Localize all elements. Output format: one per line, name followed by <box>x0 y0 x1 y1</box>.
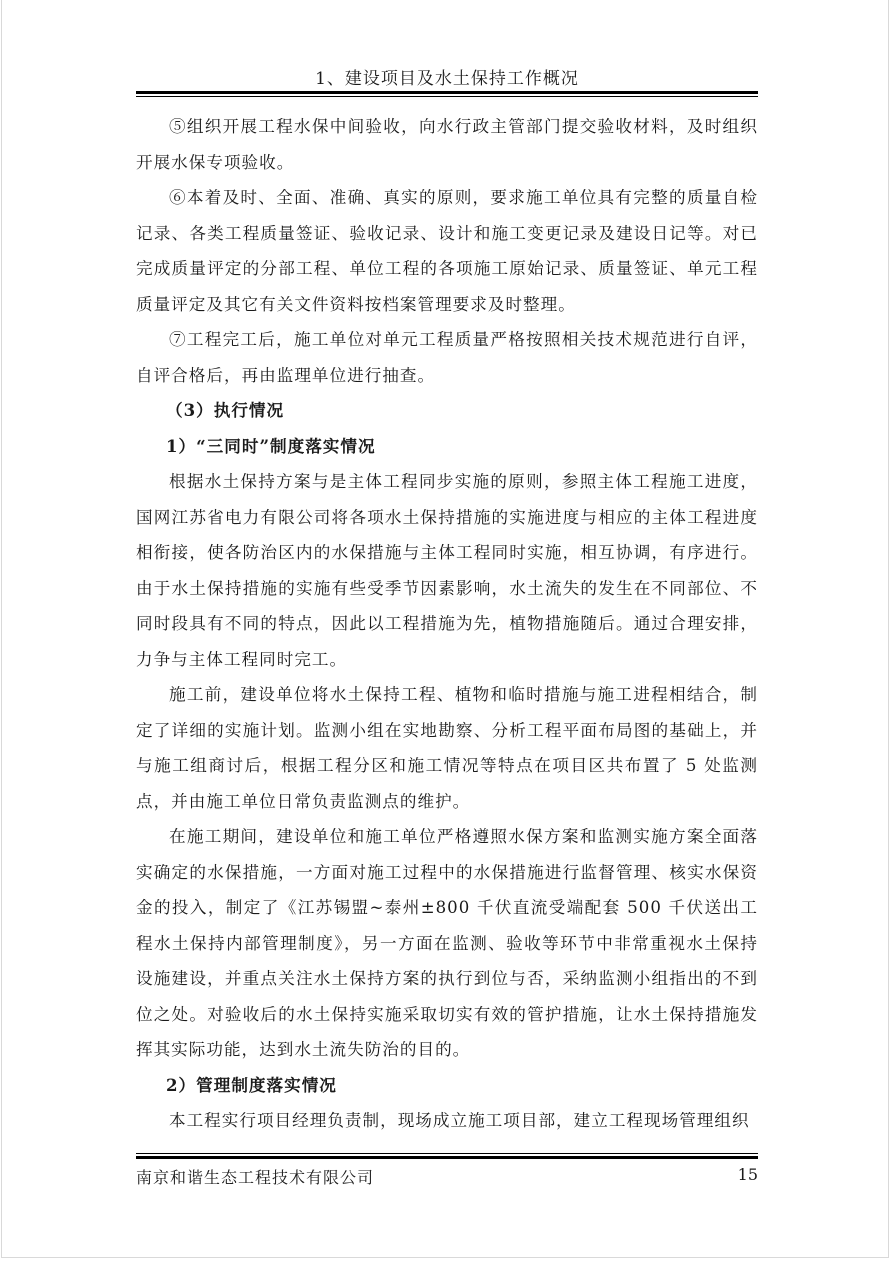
page-header-title: 1、建设项目及水土保持工作概况 <box>315 69 579 89</box>
footer-company-name: 南京和谐生态工程技术有限公司 <box>136 1168 375 1187</box>
paragraph: ⑤组织开展工程水保中间验收，向水行政主管部门提交验收材料，及时组织开展水保专项验收。 <box>136 117 758 172</box>
paragraph: 本工程实行项目经理负责制，现场成立施工项目部，建立工程现场管理组织 <box>169 1111 750 1130</box>
header-rule-thick <box>136 91 758 94</box>
footer-rule-thick <box>136 1156 758 1159</box>
header-rule-thin <box>136 96 758 97</box>
paragraph: 施工前，建设单位将水土保持工程、植物和临时措施与施工进程相结合，制定了详细的实施计划。监测小组在实地勘察、分析工程平面布局图的基础上，并与施工组商讨后，根据工程分区和施工情况等特点在项目区共布置了 5 处监测点，并由施工单位日常负责监测点的维护。 <box>136 685 758 811</box>
paragraph: 在施工期间，建设单位和施工单位严格遵照水保方案和监测实施方案全面落实确定的水保措施，一方面对施工过程中的水保措施进行监督管理、核实水保资金的投入，制定了《江苏锡盟~泰州±800 千伏直流受端配套 500 千伏送出工程水土保持内部管理制度》，另一方面在监测、验收等环节中非常重视水土保持设施建设，并重点关注水土保持方案的执行到位与否，采纳监测小组指出的不到位之处。对验收后的水土保持实施采取切实有效的管护措施，让水土保持措施发挥其实际功能，达到水土流失防治的目的。 <box>136 827 758 1059</box>
paragraph: 根据水土保持方案与是主体工程同步实施的原则，参照主体工程施工进度，国网江苏省电力有限公司将各项水土保持措施的实施进度与相应的主体工程进度相衔接，使各防治区内的水保措施与主体工程同时实施，相互协调，有序进行。由于水土保持措施的实施有些受季节因素影响，水土流失的发生在不同部位、不同时段具有不同的特点，因此以工程措施为先，植物措施随后。通过合理安排，力争与主体工程同时完工。 <box>136 472 758 669</box>
subsection-heading: 1）“三同时”制度落实情况 <box>166 435 376 456</box>
paragraph: ⑥本着及时、全面、准确、真实的原则，要求施工单位具有完整的质量自检记录、各类工程质量签证、验收记录、设计和施工变更记录及建设日记等。对已完成质量评定的分部工程、单位工程的各项施工原始记录、质量签证、单元工程质量评定及其它有关文件资料按档案管理要求及时整理。 <box>136 188 758 314</box>
section-heading: （3）执行情况 <box>166 400 285 420</box>
page-number: 15 <box>737 1165 758 1184</box>
subsection-heading: 2）管理制度落实情况 <box>166 1074 337 1095</box>
footer-rule-thin <box>136 1153 758 1154</box>
paragraph: ⑦工程完工后，施工单位对单元工程质量严格按照相关技术规范进行自评，自评合格后，再由监理单位进行抽查。 <box>136 330 758 385</box>
page-body <box>136 109 758 1139</box>
